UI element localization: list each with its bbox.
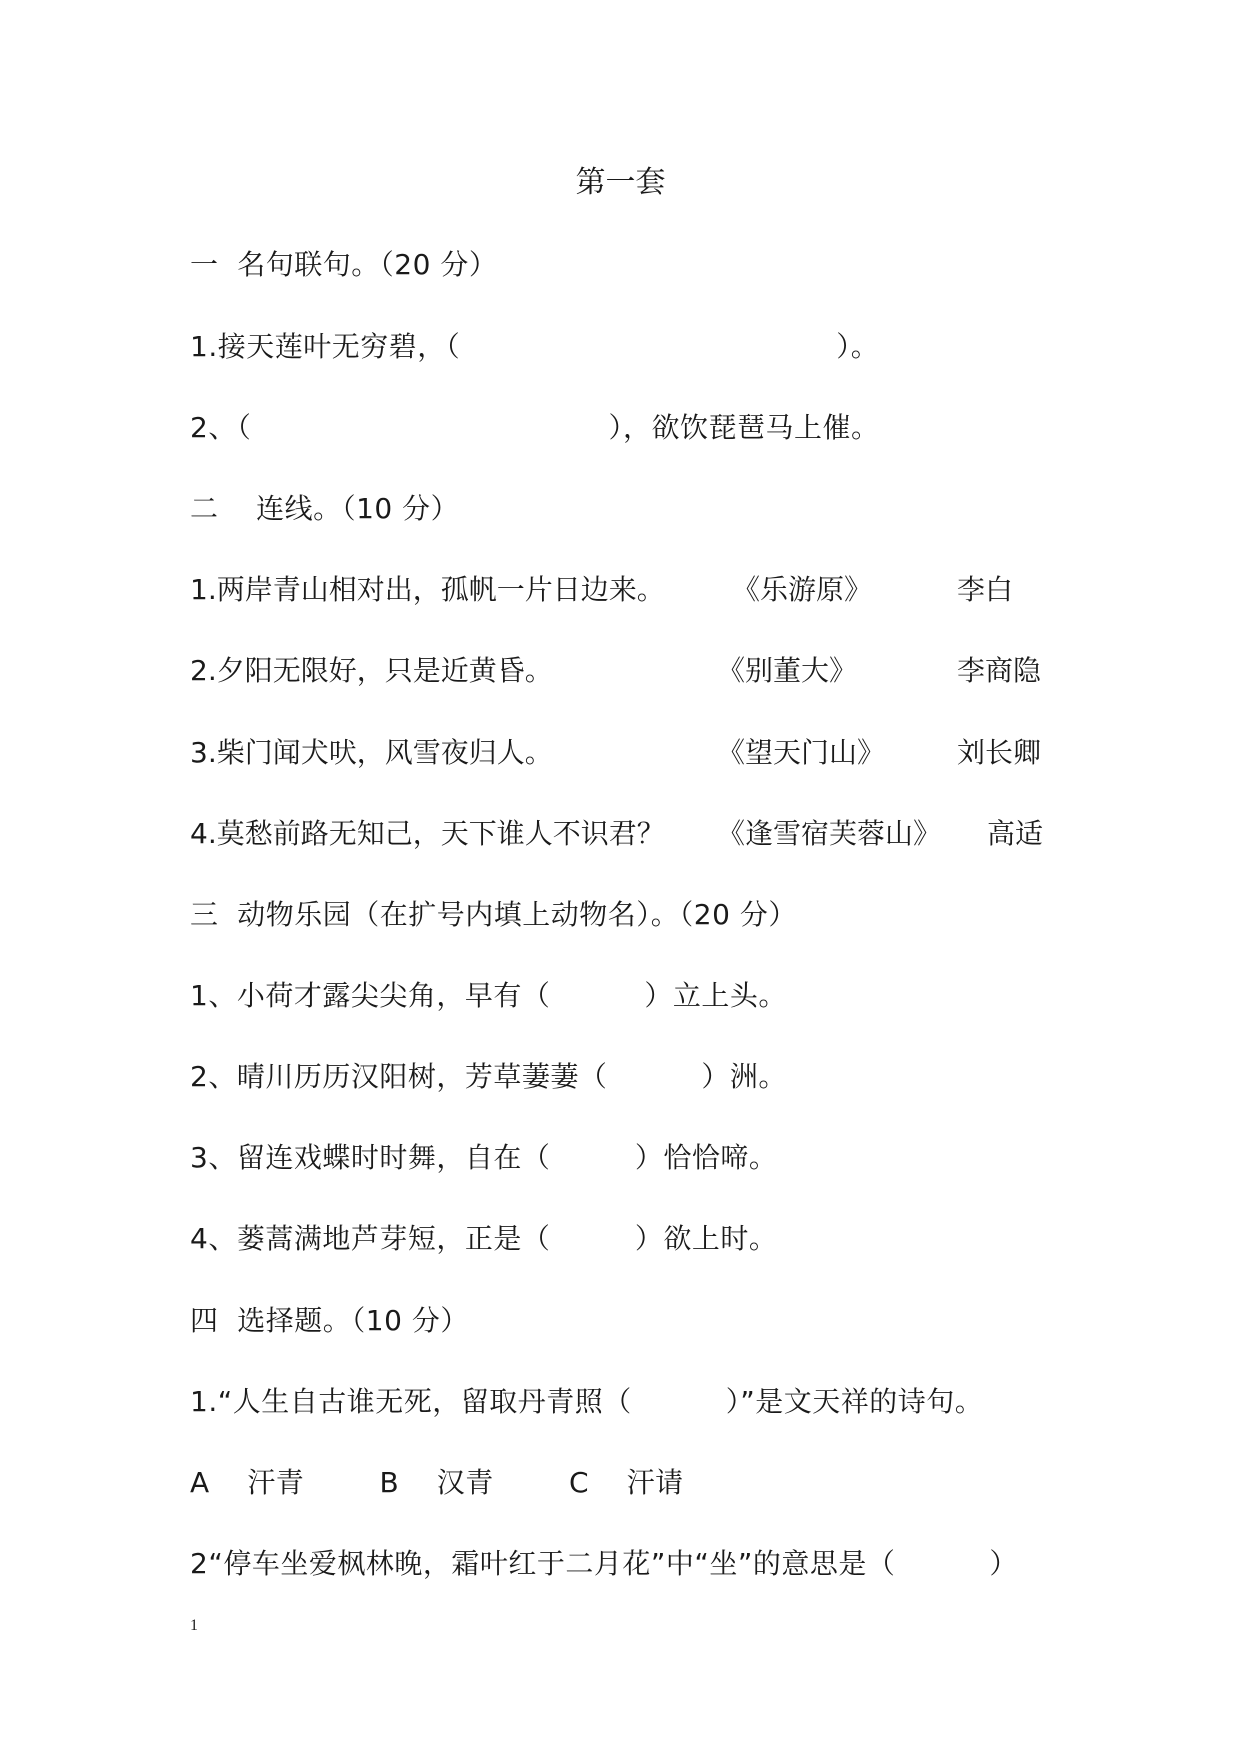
section-4-heading: 四 选择题。（10 分） [190,1304,469,1337]
s4-question-2: 2“停车坐爱枫林晚，霜叶红于二月花”中“坐”的意思是（ ） [190,1547,1018,1580]
s4-question-1-options: A 汗青 B 汉青 C 汗请 [190,1466,684,1499]
s2-verse-2: 2.夕阳无限好，只是近黄昏。 [190,654,553,687]
page-number: 1 [190,1617,198,1634]
s2-poet-3: 刘长卿 [957,736,1042,769]
section-3-heading: 三 动物乐园（在扩号内填上动物名）。（20 分） [190,898,797,931]
s3-question-2: 2、晴川历历汉阳树，芳草萋萋（ ）洲。 [190,1060,787,1093]
s3-question-1: 1、小荷才露尖尖角，早有（ ）立上头。 [190,979,787,1012]
s2-poem-3: 《望天门山》 [717,736,886,769]
s2-poem-1: 《乐游原》 [732,573,873,606]
s1-question-2: 2、（ ），欲饮琵琶马上催。 [190,411,880,444]
s3-question-3: 3、留连戏蝶时时舞，自在（ ）恰恰啼。 [190,1141,778,1174]
s2-poet-1: 李白 [957,573,1014,606]
s2-poem-4: 《逢雪宿芙蓉山》 [717,817,942,850]
s4-question-1: 1.“人生自古谁无死，留取丹青照（ ）”是文天祥的诗句。 [190,1385,984,1418]
s2-verse-1: 1.两岸青山相对出，孤帆一片日边来。 [190,573,665,606]
s2-poet-4: 高适 [987,817,1044,850]
s2-poem-2: 《别董大》 [717,654,858,687]
section-1-heading: 一 名句联句。（20 分） [190,248,498,281]
s2-verse-3: 3.柴门闻犬吠，风雪夜归人。 [190,736,553,769]
s3-question-4: 4、蒌蒿满地芦芽短，正是（ ）欲上时。 [190,1222,778,1255]
s2-verse-4: 4.莫愁前路无知己，天下谁人不识君？ [190,817,665,850]
s1-question-1: 1.接天莲叶无穷碧，（ ）。 [190,330,880,363]
page-title: 第一套 [575,165,666,200]
s2-poet-2: 李商隐 [957,654,1042,687]
section-2-heading: 二 连线。（10 分） [190,492,460,525]
